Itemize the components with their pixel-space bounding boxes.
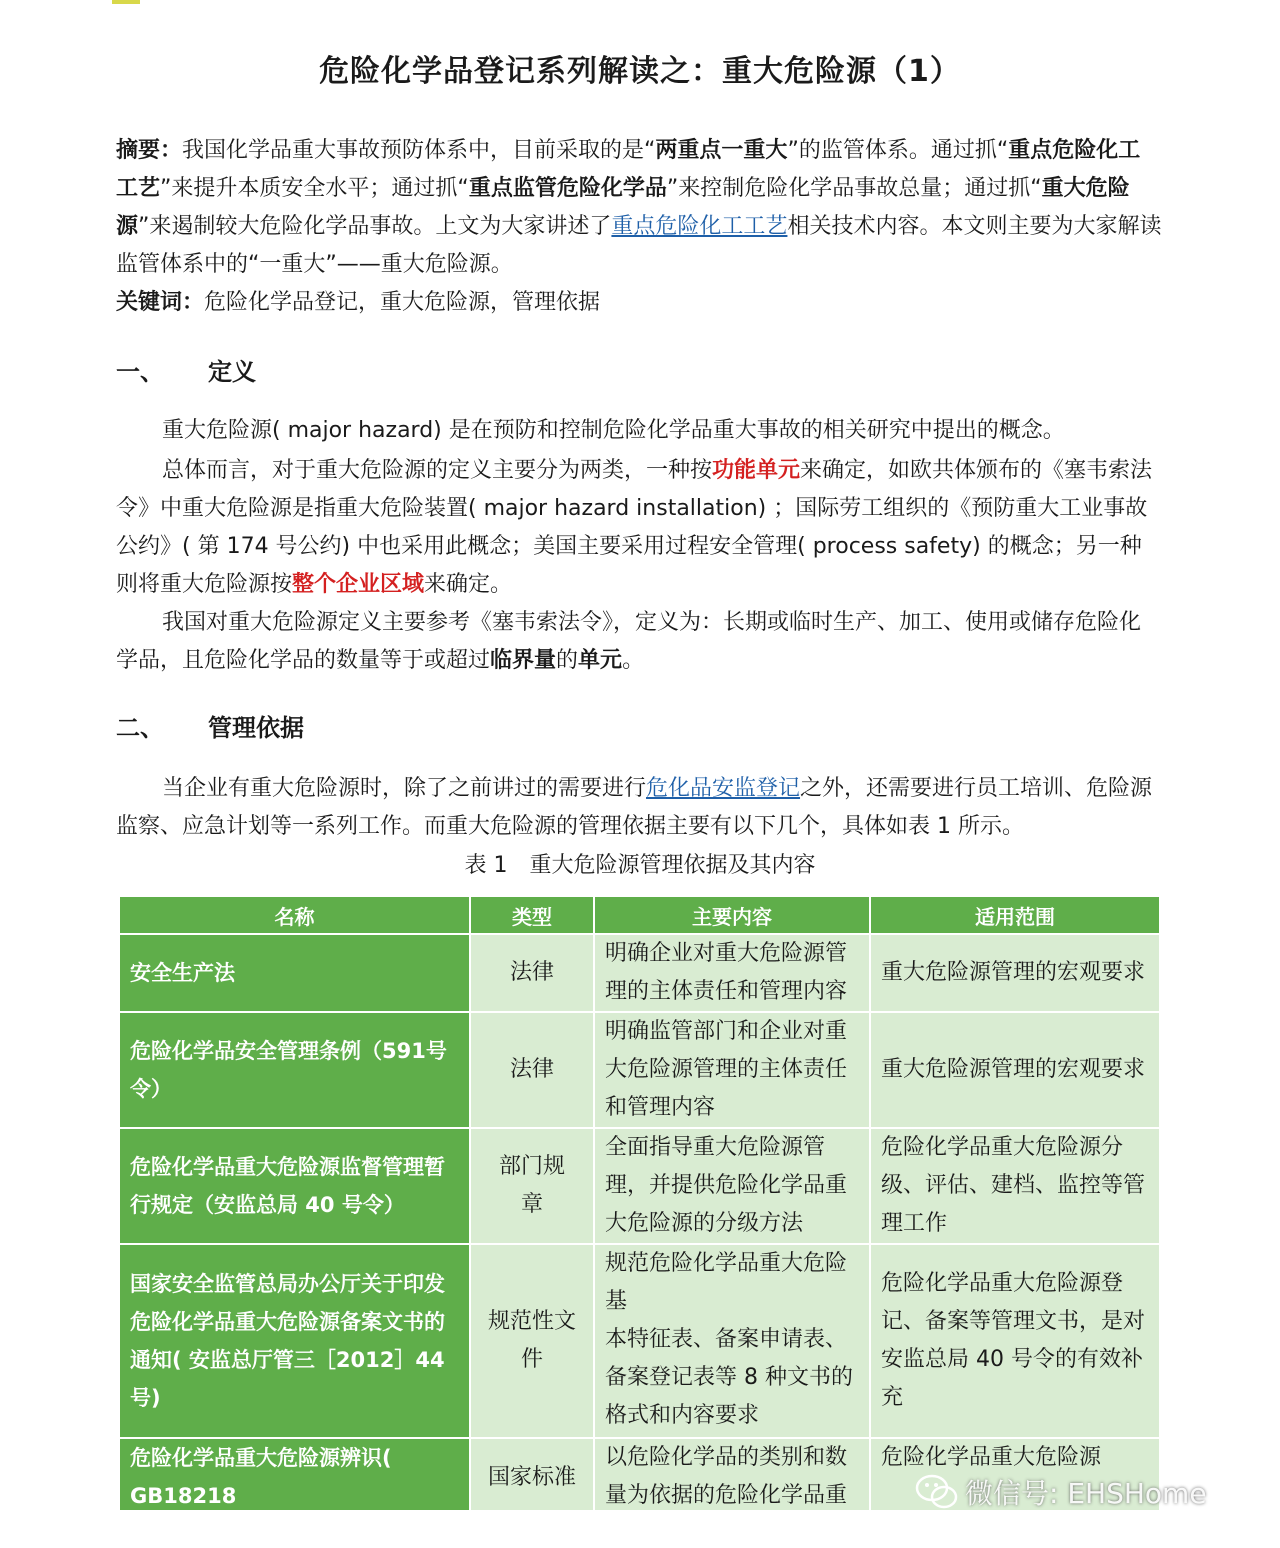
paragraph-text: 的 (556, 648, 579, 673)
section-title: 管理依据 (208, 714, 304, 742)
keywords-label: 关键词： (116, 290, 205, 315)
keywords-text: 危险化学品登记，重大危险源，管理依据 (204, 290, 601, 315)
cell-name: 危险化学品重大危险源监督管理暂行规定（安监总局 40 号令） (119, 1128, 470, 1244)
cell-content: 明确企业对重大危险源管理的主体责任和管理内容 (594, 934, 870, 1012)
section-heading-definition (116, 352, 256, 387)
cell-type: 法律 (470, 934, 594, 1012)
abstract-text: ”来遏制较大危险化学品事故。上文为大家讲述了 (138, 214, 612, 239)
hazard-basis-table (118, 895, 1159, 1510)
paragraph-text: 。 (622, 648, 645, 673)
cell-scope: 危险化学品重大危险源 (870, 1438, 1159, 1510)
table-caption: 表 1 重大危险源管理依据及其内容 (464, 853, 816, 878)
watermark-text: 微信号: EHSHome (965, 1477, 1207, 1510)
definition-paragraph-3 (116, 604, 1162, 680)
abstract-bold: 重点监管危险化学品 (468, 176, 667, 201)
emphasis-red: 功能单元 (712, 458, 801, 483)
top-bar (0, 0, 1280, 4)
cell-scope: 危险化学品重大危险源登记、备案等管理文书，是对安监总局 40 号令的有效补充 (870, 1244, 1159, 1438)
paragraph-text: 来确定，如欧共体颁布的《塞韦索法令》中重大危险源是指重大危险装置( major hazard installation) ；国际劳工组织的《预防重大工业事故公约》( 第 174 号公约) 中也采用此概念；美国主要采用过程安全管理( process safety) 的概念；另一种则将重大危险源按 (116, 458, 1153, 597)
definition-paragraph-2 (116, 452, 1162, 604)
top-accent-mark (112, 0, 140, 4)
paragraph-text: 之外，还需要进行员工培训、危险源监察、应急计划等一系列工作。而重大危险源的管理依据主要有以下几个，具体如表 1 所示。 (116, 776, 1153, 839)
wechat-icon (915, 1472, 959, 1512)
paragraph-text: 来确定。 (424, 572, 513, 597)
cell-type: 部门规章 (470, 1128, 594, 1244)
wechat-watermark (915, 1466, 1207, 1518)
cell-name: 危险化学品安全管理条例（591号令） (119, 1012, 470, 1128)
paragraph-text: 当企业有重大危险源时，除了之前讲过的需要进行 (162, 776, 647, 801)
table-row (119, 1012, 1159, 1128)
paragraph-text: 我国对重大危险源定义主要参考《塞韦索法令》，定义为：长期或临时生产、加工、使用或储存危险化学品，且危险化学品的数量等于或超过 (116, 610, 1142, 673)
abstract-bold: 两重点一重大 (655, 138, 788, 163)
abstract-bold: 重大危险源 (116, 176, 1130, 239)
basis-paragraph (116, 770, 1162, 846)
emphasis-red: 整个企业区域 (292, 572, 425, 597)
table-header-row (119, 896, 1159, 934)
header-content: 主要内容 (594, 896, 870, 934)
abstract-paragraph (116, 132, 1162, 284)
abstract-text: ”的监管体系。通过抓“ (787, 138, 1009, 163)
cell-name: 安全生产法 (119, 934, 470, 1012)
table-row (119, 1244, 1159, 1438)
cell-type: 规范性文件 (470, 1244, 594, 1438)
registration-link[interactable]: 危化品安监登记 (646, 776, 801, 801)
abstract-label: 摘要： (116, 138, 183, 163)
section-number: 二、 (116, 714, 164, 742)
section-title: 定义 (208, 358, 256, 386)
cell-content: 规范危险化学品重大危险基 本特征表、备案申请表、备案登记表等 8 种文书的格式和内容要求 (594, 1244, 870, 1438)
paragraph-text: 总体而言，对于重大危险源的定义主要分为两类，一种按 (162, 458, 713, 483)
cell-scope: 危险化学品重大危险源分级、评估、建档、监控等管理工作 (870, 1128, 1159, 1244)
emphasis-bold: 单元 (578, 648, 623, 673)
section-number: 一、 (116, 358, 164, 386)
cell-content: 明确监管部门和企业对重大危险源管理的主体责任和管理内容 (594, 1012, 870, 1128)
cell-scope: 重大危险源管理的宏观要求 (870, 934, 1159, 1012)
table-row (119, 934, 1159, 1012)
header-scope: 适用范围 (870, 896, 1159, 934)
section-heading-basis (116, 708, 304, 743)
cell-name: 国家安全监管总局办公厅关于印发危险化学品重大危险源备案文书的通知( 安监总厅管三［2012］44 号) (119, 1244, 470, 1438)
cell-type: 国家标准 (470, 1438, 594, 1510)
cell-type: 法律 (470, 1012, 594, 1128)
abstract-bold: 重点危险化工工艺 (116, 138, 1141, 201)
keywords-line (116, 284, 1162, 322)
page-title: 危险化学品登记系列解读之：重大危险源（1） (319, 54, 961, 89)
emphasis-bold: 临界量 (490, 648, 557, 673)
table-row (119, 1128, 1159, 1244)
cell-scope: 重大危险源管理的宏观要求 (870, 1012, 1159, 1128)
cell-content: 以危险化学品的类别和数量为依据的危险化学品重 (594, 1438, 870, 1510)
cell-content: 全面指导重大危险源管理，并提供危险化学品重大危险源的分级方法 (594, 1128, 870, 1244)
header-name: 名称 (119, 896, 470, 934)
header-type: 类型 (470, 896, 594, 934)
abstract-text: ”来控制危险化学品事故总量；通过抓“ (666, 176, 1042, 201)
abstract-text: ”来提升本质安全水平；通过抓“ (160, 176, 469, 201)
cell-name: 危险化学品重大危险源辨识( GB18218 (119, 1438, 470, 1510)
definition-paragraph-1: 重大危险源( major hazard) 是在预防和控制危险化学品重大事故的相关研究中提出的概念。 (162, 418, 1065, 443)
abstract-text: 我国化学品重大事故预防体系中，目前采取的是“ (182, 138, 656, 163)
abstract-text: 相关技术内容。本文则主要为大家解读监管体系中的“一重大”——重大危险源。 (116, 214, 1162, 277)
process-link[interactable]: 重点危险化工工艺 (611, 214, 788, 239)
